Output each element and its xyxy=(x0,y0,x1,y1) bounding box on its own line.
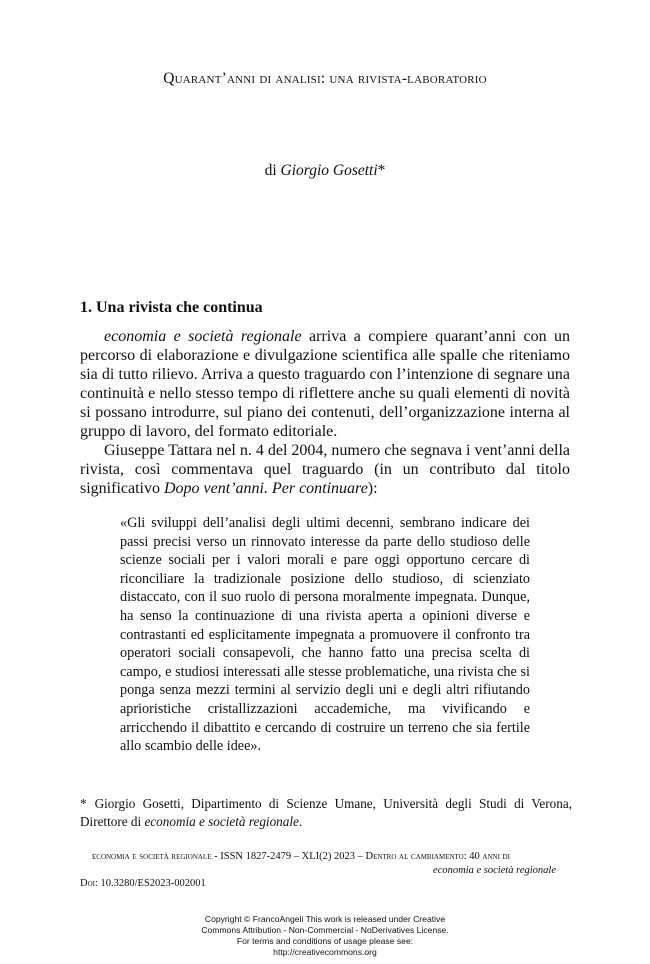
doi: Doi: 10.3280/ES2023-002001 xyxy=(80,878,206,889)
paragraph-2-end: ): xyxy=(367,480,378,497)
footnote-mark: * xyxy=(80,796,87,811)
journal-name-inline: economia e società regionale xyxy=(104,328,302,345)
paragraph-1 xyxy=(80,327,570,441)
paragraph-2 xyxy=(80,441,570,498)
footnote-end: . xyxy=(298,814,303,829)
journal-details: - ISSN 1827-2479 – XLI(2) 2023 – xyxy=(211,851,366,862)
block-quote xyxy=(120,514,530,756)
footnote-journal: economia e società regionale xyxy=(144,814,299,829)
quote-text: «Gli sviluppi dell’analisi degli ultimi decenni, sembrano indicare dei passi precisi verso un rinnovato interesse da parte dello studioso delle scienze sociali per i valori morali e pare oggi opportuno cercare di riconciliare la tradizionale posizione dello studioso, di scienziato distaccato, con il suo ruolo di persona moralmente impegnata. Dunque, ha senso la continuazione di una rivista aperta a opinioni diverse e contrastanti ed esplicitamente impegnata a promuovere il confronto tra operatori sociali consapevoli, che hanno fatto una precisa scelta di campo, e studiosi interessati alle stesse problematiche, una rivista che si ponga senza mezzi termini al servizio degli uni e degli altri rifiutando aprioristiche cristallizzazioni accademiche, ma vivificando e arricchendo il dibattito e cercando di costruire un terreno che sia fertile allo scambio delle idee». xyxy=(120,515,530,755)
issue-journal: economia e società regionale xyxy=(433,865,556,876)
footnote xyxy=(80,795,572,831)
paragraph-2-text: Giuseppe Tattara nel n. 4 del 2004, numero che segnava i vent’anni della rivista, così commentava quel traguardo (in un contributo dal titolo significativo xyxy=(80,442,570,497)
author-prefix: di xyxy=(264,162,277,179)
body-text xyxy=(80,327,570,498)
copyright-line-1: Copyright © FrancoAngeli This work is released under Creative xyxy=(204,914,446,924)
author-name: Giorgio Gosetti xyxy=(280,162,378,179)
article-author xyxy=(0,162,650,180)
section-heading: 1. Una rivista che continua xyxy=(80,299,263,316)
copyright-line-2: Commons Attribution - Non-Commercial - NoDerivatives License. xyxy=(201,925,449,935)
copyright-notice xyxy=(0,914,650,958)
footnote-text: Giorgio Gosetti, Dipartimento di Scienze Umane, Università degli Studi di Verona, Direttore di xyxy=(80,796,572,829)
issue-title: Dentro al cambiamento: 40 anni di xyxy=(365,851,510,862)
cited-title: Dopo vent’anni. Per continuare xyxy=(163,480,368,497)
journal-info xyxy=(92,850,562,878)
paragraph-1-text: arriva a compiere quarant’anni con un percorso di elaborazione e divulgazione scientifica alle spalle che riteniamo sia di tutto rilievo. Arriva a questo traguardo con l’intenzione di segnare una continuità e nello stesso tempo di riflettere anche su quali elementi di novità si possano introdurre, sul piano dei contenuti, dell’organizzazione interna al gruppo di lavoro, del formato editoriale. xyxy=(80,328,570,440)
copyright-link[interactable]: http://creativecommons.org xyxy=(273,947,377,957)
author-footnote-mark: * xyxy=(377,162,386,179)
copyright-line-3: For terms and conditions of usage please see: xyxy=(236,936,414,946)
journal-name: economia e società regionale xyxy=(92,851,212,862)
article-title: Quarant’anni di analisi: una rivista-laboratorio xyxy=(163,70,487,87)
